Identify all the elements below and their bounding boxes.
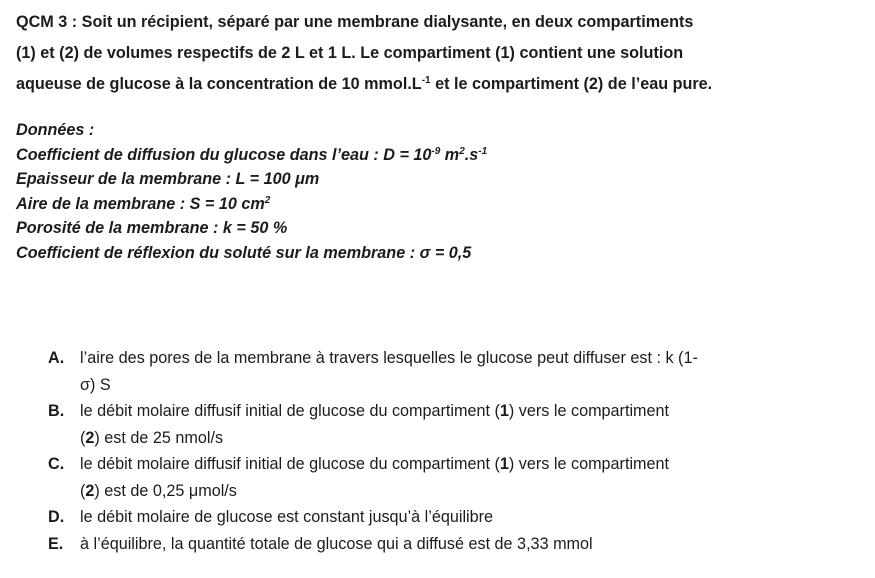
answer-line: le débit molaire de glucose est constant jusqu’à l’équilibre xyxy=(80,508,494,526)
data-heading: Données : xyxy=(16,121,95,139)
data-reflection-coefficient: Coefficient de réflexion du soluté sur la membrane : σ = 0,5 xyxy=(16,243,472,262)
question-statement xyxy=(16,7,866,100)
question-line-3: aqueuse de glucose à la concentration de 10 $mmol.L^{-1}$ et le compartiment (2) de l’eau pure. xyxy=(16,75,713,93)
answer-line: (2) est de 25 nmol/s xyxy=(80,428,224,447)
answer-letter: D. xyxy=(48,508,65,526)
answer-b[interactable] xyxy=(48,398,863,451)
answer-d[interactable] xyxy=(48,504,863,531)
answer-line: le débit molaire diffusif initial de glucose du compartiment (1) vers le compartiment xyxy=(80,402,670,420)
data-membrane-thickness: Epaisseur de la membrane : L = 100 μm xyxy=(16,170,320,188)
question-line-1: QCM 3 : Soit un récipient, séparé par une membrane dialysante, en deux compartiments xyxy=(16,13,694,31)
answer-line: à l’équilibre, la quantité totale de glucose qui a diffusé est de 3,33 mmol xyxy=(80,534,593,553)
answer-e[interactable] xyxy=(48,531,863,558)
data-section xyxy=(16,118,866,265)
data-membrane-area: Aire de la membrane : S = 10 $cm^2$ xyxy=(16,194,271,213)
answer-letter: A. xyxy=(48,349,65,367)
answer-a[interactable] xyxy=(48,345,863,398)
answer-line: le débit molaire diffusif initial de glucose du compartiment (1) vers le compartiment xyxy=(80,455,670,473)
data-diffusion-coefficient: Coefficient de diffusion du glucose dans l’eau : $D = 10^{-9}$ $m^2.s^{-1}$ xyxy=(16,145,488,164)
answer-list xyxy=(48,345,863,557)
question-line-2: (1) et (2) de volumes respectifs de 2 L et 1 L. Le compartiment (1) contient une solution xyxy=(16,44,684,62)
answer-line: l’aire des pores de la membrane à travers lesquelles le glucose peut diffuser est : k (1- xyxy=(80,349,698,367)
answer-letter: C. xyxy=(48,455,65,473)
question-label: QCM 3 : xyxy=(16,13,78,31)
data-membrane-porosity: Porosité de la membrane : k = 50 % xyxy=(16,219,288,237)
answer-letter: E. xyxy=(48,534,64,553)
answer-letter: B. xyxy=(48,402,65,420)
answer-line: (2) est de 0,25 μmol/s xyxy=(80,481,237,500)
answer-line: σ) S xyxy=(80,375,111,394)
answer-c[interactable] xyxy=(48,451,863,504)
